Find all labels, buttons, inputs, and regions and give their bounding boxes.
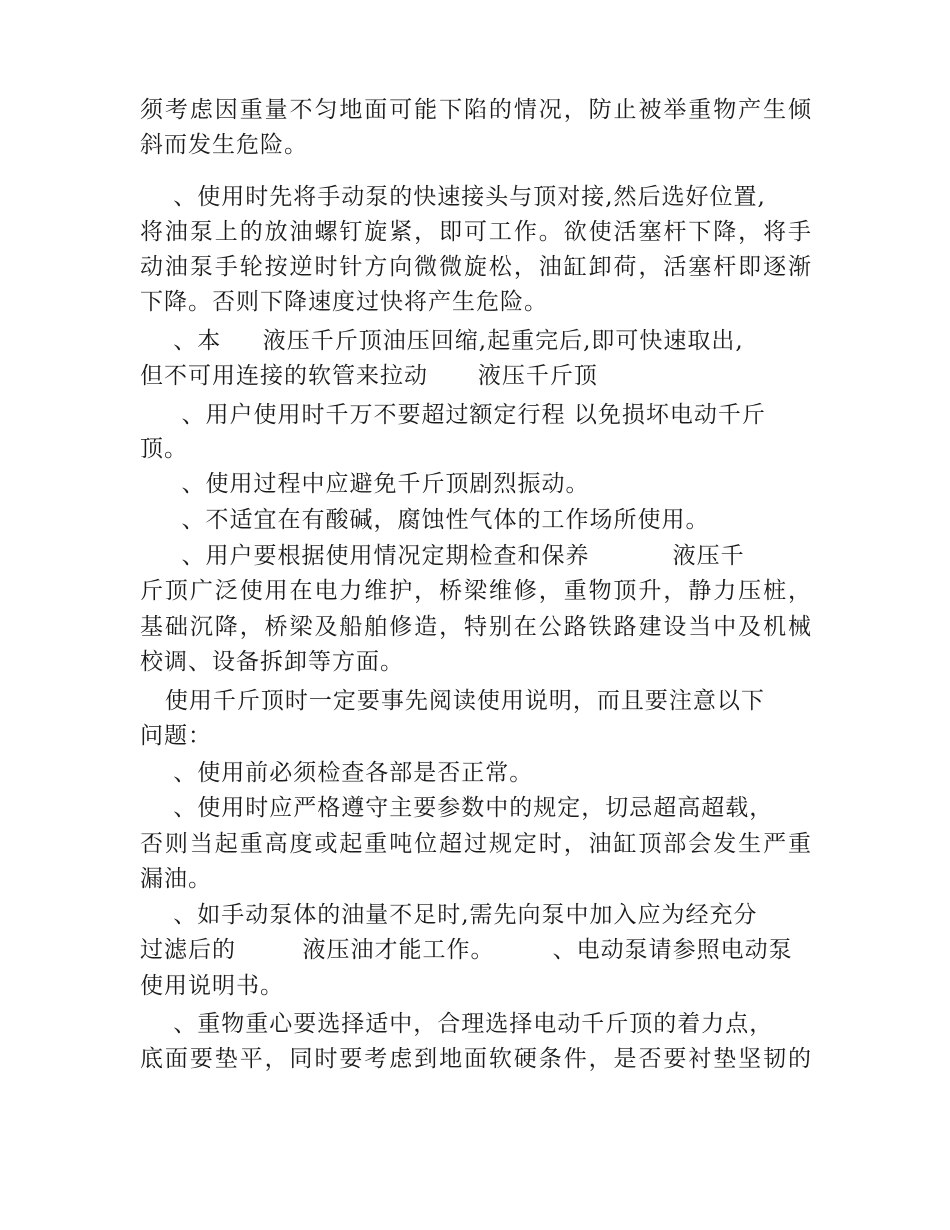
text-line: 基础沉降，桥梁及船舶修造，特别在公路铁路建设当中及机械 (140, 614, 812, 640)
text-line: 漏油。 (140, 866, 212, 892)
text-line: 、重物重心要选择适中，合理选择电动千斤顶的着力点， (140, 1011, 774, 1037)
text-line: 、使用时应严格遵守主要参数中的规定，切忌超高超载， (140, 795, 774, 821)
text-line: 顶。 (140, 436, 188, 462)
text-line: 但不可用连接的软管来拉动 液压千斤顶 (140, 363, 598, 389)
text-line: 下降。否则下降速度过快将产生危险。 (140, 289, 548, 315)
text-line: 须考虑因重量不匀地面可能下陷的情况，防止被举重物产生倾 (140, 97, 812, 123)
text-line: 否则当起重高度或起重吨位超过规定时，油缸顶部会发生严重 (140, 831, 812, 857)
text-line: 、用户要根据使用情况定期检查和保养 液压千 (140, 543, 745, 569)
text-line: 问题： (140, 723, 212, 749)
text-line: 、如手动泵体的油量不足时,需先向泵中加入应为经充分 (140, 902, 758, 928)
text-line: 、使用前必须检查各部是否正常。 (140, 760, 534, 786)
text-line: 使用说明书。 (140, 973, 284, 999)
text-line: 、不适宜在有酸碱，腐蚀性气体的工作场所使用。 (140, 507, 710, 533)
text-line: 底面要垫平，同时要考虑到地面软硬条件，是否要衬垫坚韧的 (140, 1046, 812, 1072)
text-line: 过滤后的 液压油才能工作。 、电动泵请参照电动泵 (140, 937, 793, 963)
text-line: 斜而发生危险。 (140, 132, 308, 158)
text-line: 、用户使用时千万不要超过额定行程 以免损坏电动千斤 (140, 402, 766, 428)
text-line: 、使用时先将手动泵的快速接头与顶对接,然后选好位置, (140, 184, 766, 210)
text-line: 、使用过程中应避免千斤顶剧烈振动。 (140, 471, 590, 497)
text-line: 动油泵手轮按逆时针方向微微旋松，油缸卸荷，活塞杆即逐渐 (140, 254, 812, 280)
text-line: 使用千斤顶时一定要事先阅读使用说明，而且要注意以下 (140, 688, 765, 714)
text-line: 斤顶广泛使用在电力维护，桥梁维修，重物顶升，静力压桩， (140, 578, 812, 604)
text-line: 将油泵上的放油螺钉旋紧，即可工作。欲使活塞杆下降，将手 (140, 219, 812, 245)
text-line: 校调、设备拆卸等方面。 (140, 649, 404, 675)
text-line: 、本 液压千斤顶油压回缩,起重完后,即可快速取出, (140, 328, 744, 354)
